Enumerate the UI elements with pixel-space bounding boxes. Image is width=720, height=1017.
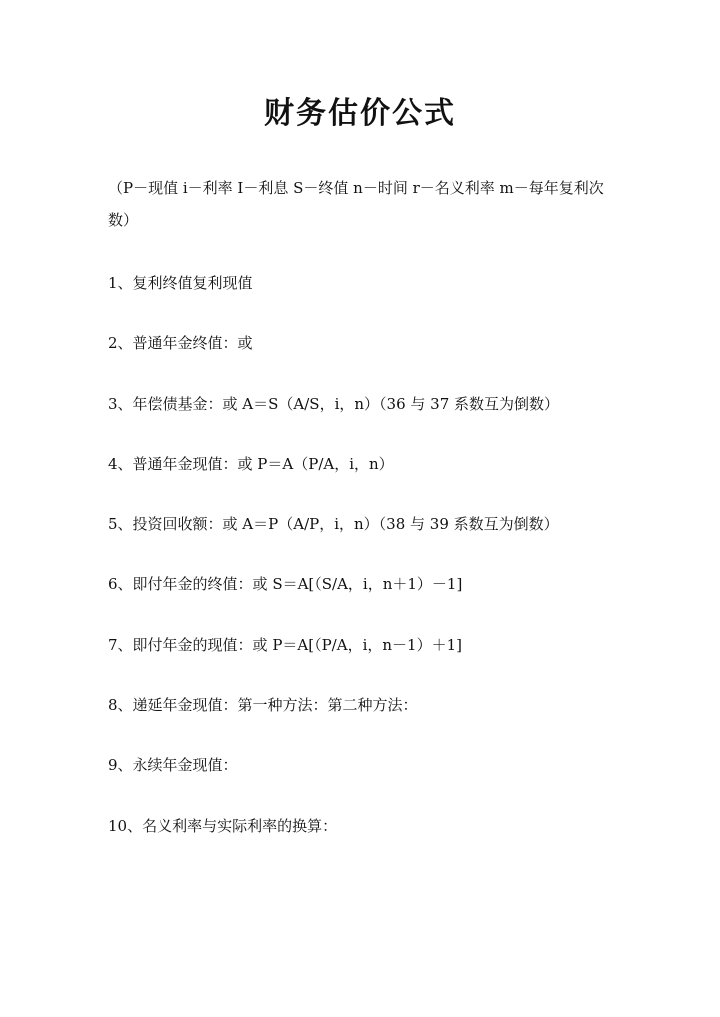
formula-list <box>108 268 628 871</box>
formula-item-8: 8、递延年金现值：第一种方法：第二种方法： <box>108 696 418 715</box>
formula-item-3: 3、年偿债基金：或 A＝S（A/S，i，n）（36 与 37 系数互为倒数） <box>108 394 560 413</box>
formula-item-1: 1、复利终值复利现值 <box>108 274 253 292</box>
formula-item-9: 9、永续年金现值： <box>108 756 238 775</box>
variable-legend: （P－现值 i－利率 I－利息 S－终值 n－时间 r－名义利率 m－每年复利次数） <box>108 179 604 229</box>
formula-item-5: 5、投资回收额：或 A＝P（A/P，i，n）（38 与 39 系数互为倒数） <box>108 515 559 534</box>
formula-item-10: 10、名义利率与实际利率的换算： <box>108 816 338 835</box>
page-title: 财务估价公式 <box>264 96 456 131</box>
formula-item-7: 7、即付年金的现值：或 P＝A[（P/A，i，n－1）＋1] <box>108 635 462 654</box>
formula-item-6: 6、即付年金的终值：或 S＝A[（S/A，i，n＋1）－1] <box>108 575 463 594</box>
formula-item-2: 2、普通年金终值：或 <box>108 334 253 353</box>
formula-item-4: 4、普通年金现值：或 P＝A（P/A，i，n） <box>108 454 394 473</box>
